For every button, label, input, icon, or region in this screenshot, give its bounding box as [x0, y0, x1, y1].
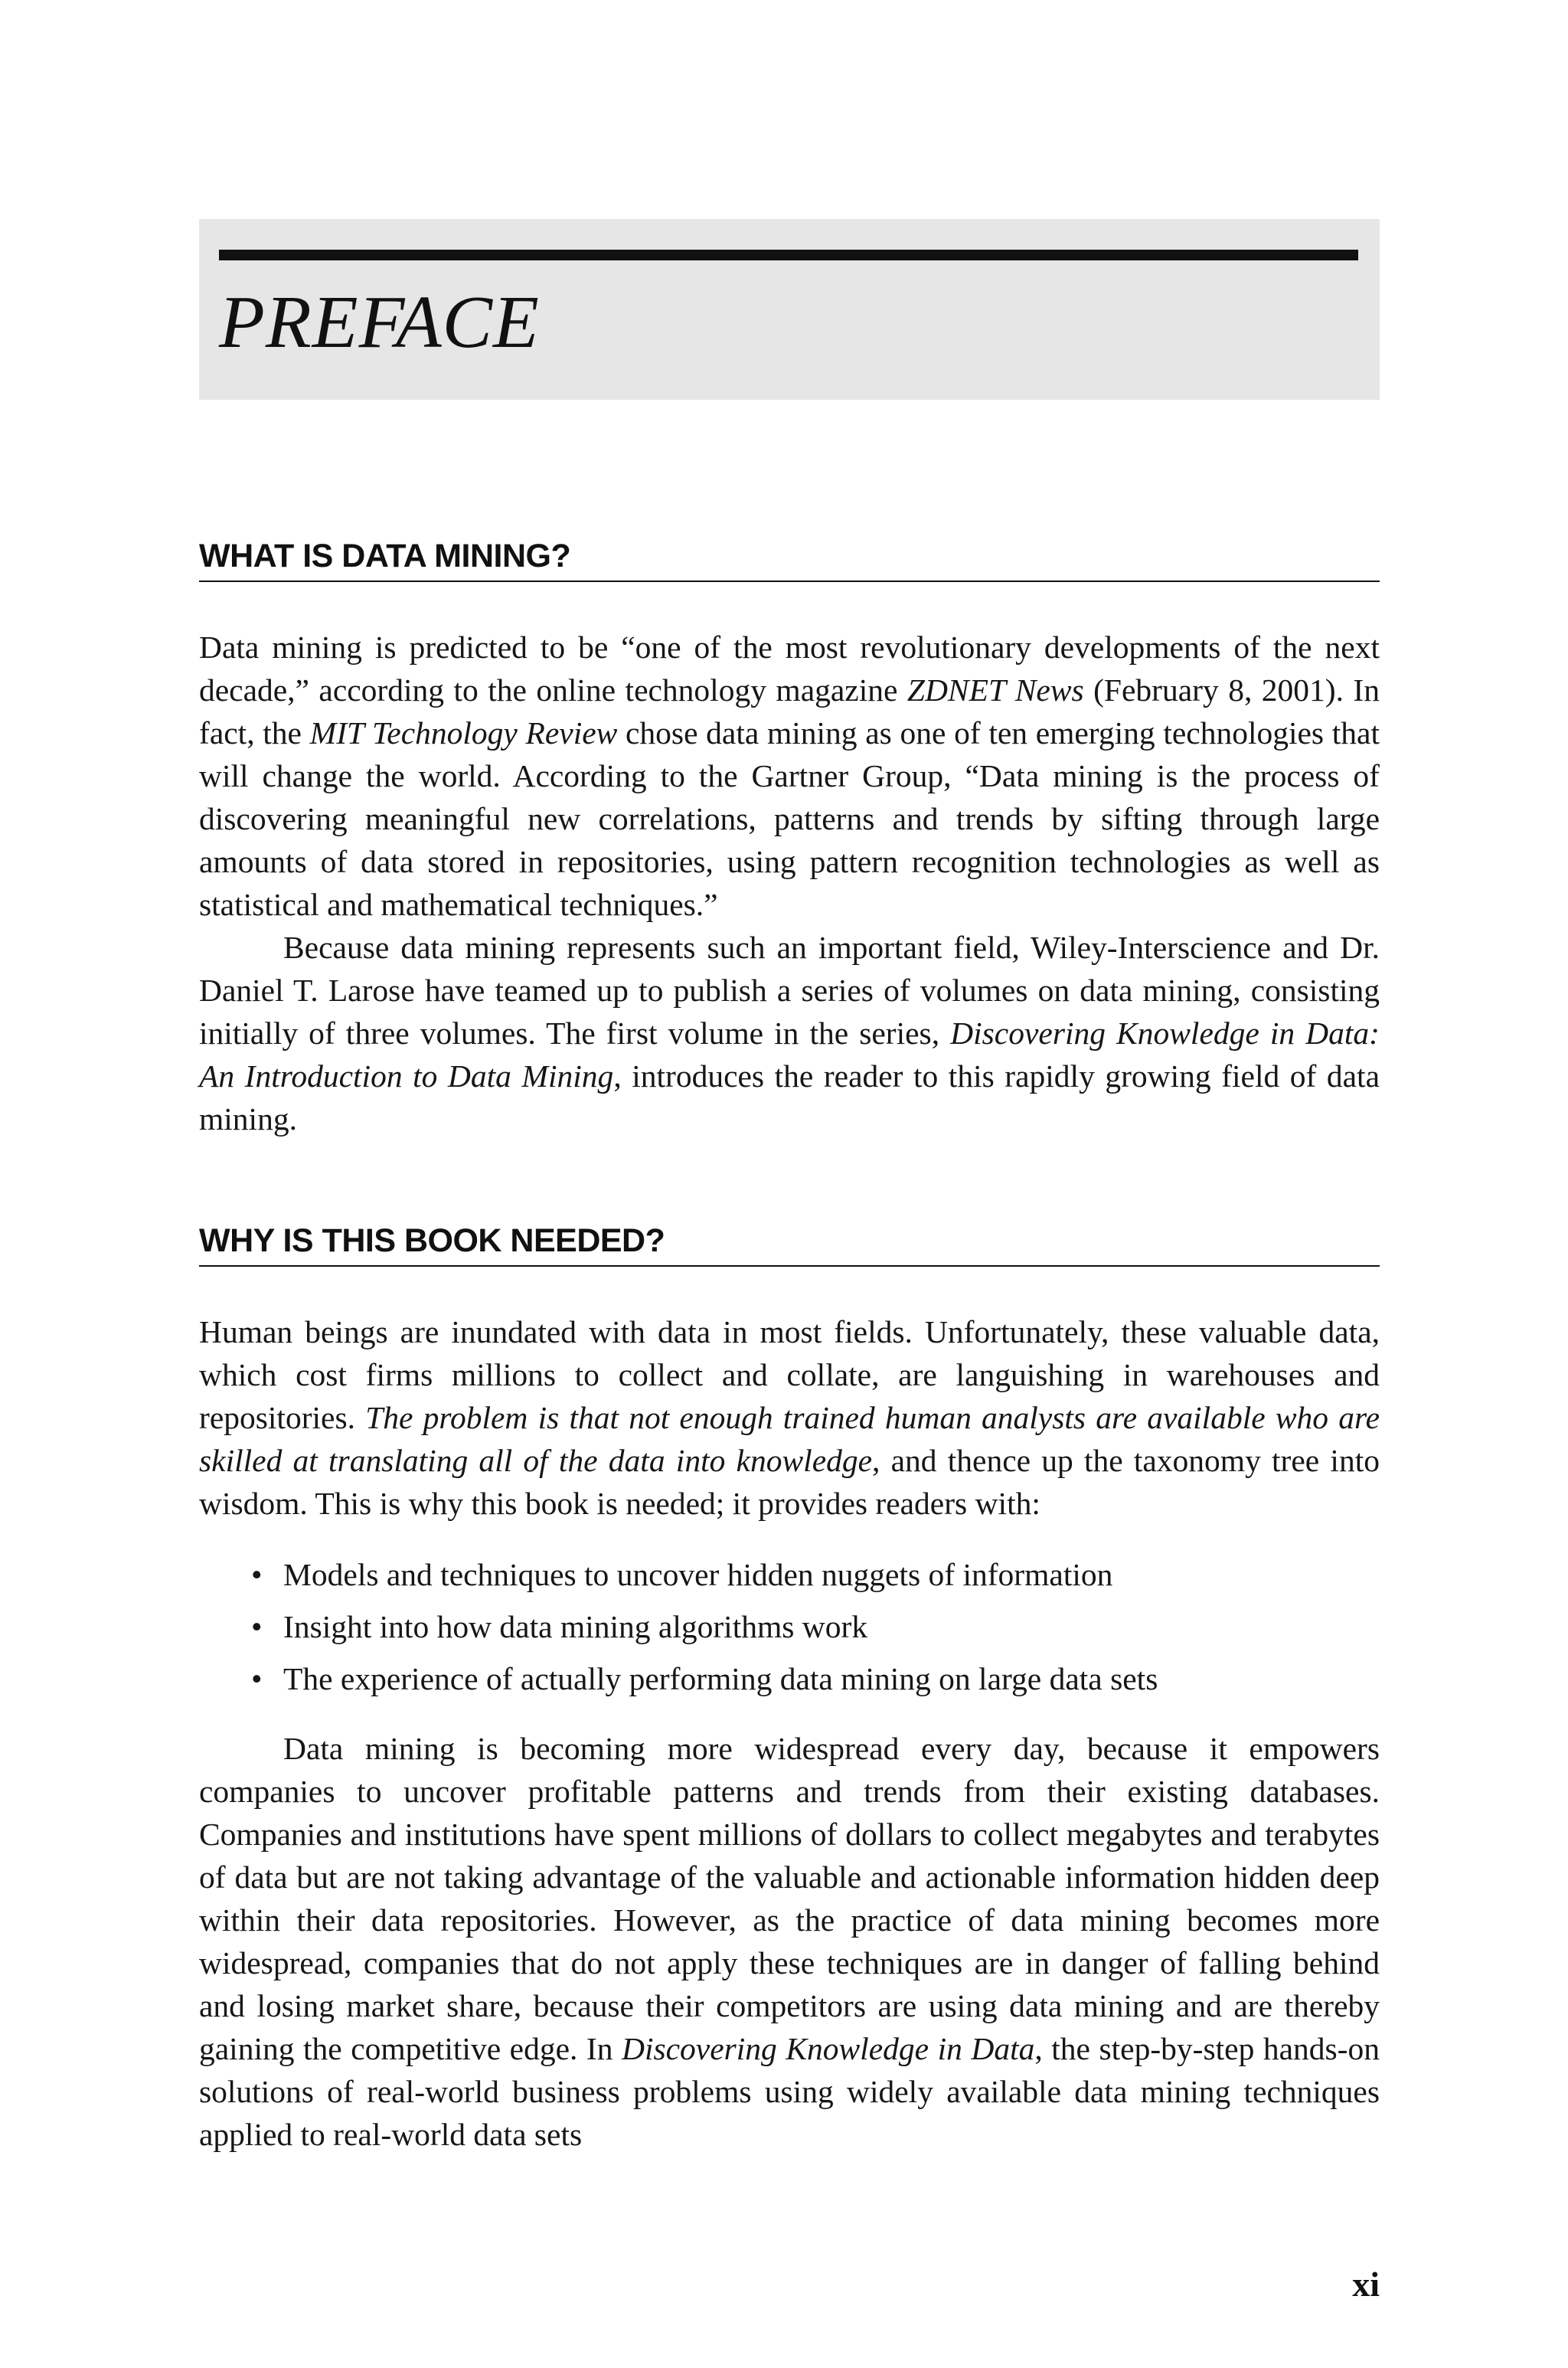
section-why-book-needed-body	[199, 1310, 1380, 1525]
chapter-title: PREFACE	[219, 281, 540, 364]
text-run: Human beings are inundated with data in most fields. Unfortunately, these valuable data, which cost firms millions to collect and collate, are languishing in warehouses and repositories.	[199, 1314, 1380, 1435]
paragraph	[199, 1310, 1380, 1525]
page-number: xi	[1352, 2265, 1380, 2304]
chapter-header	[199, 219, 1380, 400]
paragraph	[199, 626, 1380, 926]
bullet-icon: •	[251, 1609, 263, 1644]
section-heading-what-is-data-mining: WHAT IS DATA MINING?	[199, 536, 1380, 582]
paragraph	[199, 926, 1380, 1140]
italic-text: Discovering Knowledge in Data	[621, 2031, 1035, 2066]
bullet-icon: •	[251, 1661, 263, 1696]
text-run: Data mining is becoming more widespread every day, because it empowers companies to uncover profitable patterns and trends from their existing databases. Companies and institutions have spent millions of dollars to collect megabytes and terabytes of data but are not taking advantage of the valuable and actionable information hidden deep within their data repositories. However, as the practice of data mining becomes more widespread, companies that do not apply these techniques are in danger of falling behind and losing market share, because their competitors are using data mining and are thereby gaining the competitive edge. In	[199, 1731, 1380, 2066]
text-run: , introduces the reader to this rapidly growing field of data mining.	[199, 1058, 1380, 1137]
list-item-text: Insight into how data mining algorithms work	[283, 1609, 868, 1644]
italic-text: MIT Technology Review	[309, 715, 618, 751]
paragraph	[199, 1727, 1380, 2156]
list-item	[251, 1601, 1380, 1653]
list-item	[251, 1653, 1380, 1705]
section-what-is-data-mining-body	[199, 626, 1380, 1140]
italic-text: ZDNET News	[906, 672, 1084, 708]
text-run: Because data mining represents such an important field, Wiley-Interscience and Dr. Daniel T. Larose have teamed up to publish a series of volumes on data mining, consisting initially of three volumes. The first volume in the series,	[199, 930, 1380, 1051]
chapter-rule	[219, 250, 1358, 260]
text-run: (February 8, 2001). In fact, the	[199, 672, 1380, 751]
list-item	[251, 1549, 1380, 1601]
section-heading-why-is-this-book-needed: WHY IS THIS BOOK NEEDED?	[199, 1221, 1380, 1267]
book-page	[199, 0, 1380, 2368]
text-run: chose data mining as one of ten emerging technologies that will change the world. According to the Gartner Group, “Data mining is the process of discovering meaningful new correlations, patterns and trends by sifting through large amounts of data stored in repositories, using pattern recognition technologies as well as statistical and mathematical techniques.”	[199, 715, 1380, 922]
section-why-book-needed-continued	[199, 1727, 1380, 2156]
text-run: Data mining is predicted to be “one of the most revolutionary developments of the next decade,” according to the online technology magazine	[199, 630, 1380, 708]
italic-text: Discovering Knowledge in Data: An Introduction to Data Mining	[199, 1016, 1380, 1094]
text-run: , and thence up the taxonomy tree into wisdom. This is why this book is needed; it provides readers with:	[199, 1443, 1380, 1521]
italic-text: The problem is that not enough trained human analysts are available who are skilled at translating all of the data into knowledge	[199, 1400, 1380, 1478]
bullet-icon: •	[251, 1557, 263, 1592]
list-item-text: The experience of actually performing data mining on large data sets	[283, 1661, 1158, 1696]
text-run: , the step-by-step hands-on solutions of real-world business problems using widely available data mining techniques applied to real-world data sets	[199, 2031, 1380, 2152]
list-item-text: Models and techniques to uncover hidden nuggets of information	[283, 1557, 1113, 1592]
bullet-list	[251, 1549, 1380, 1705]
